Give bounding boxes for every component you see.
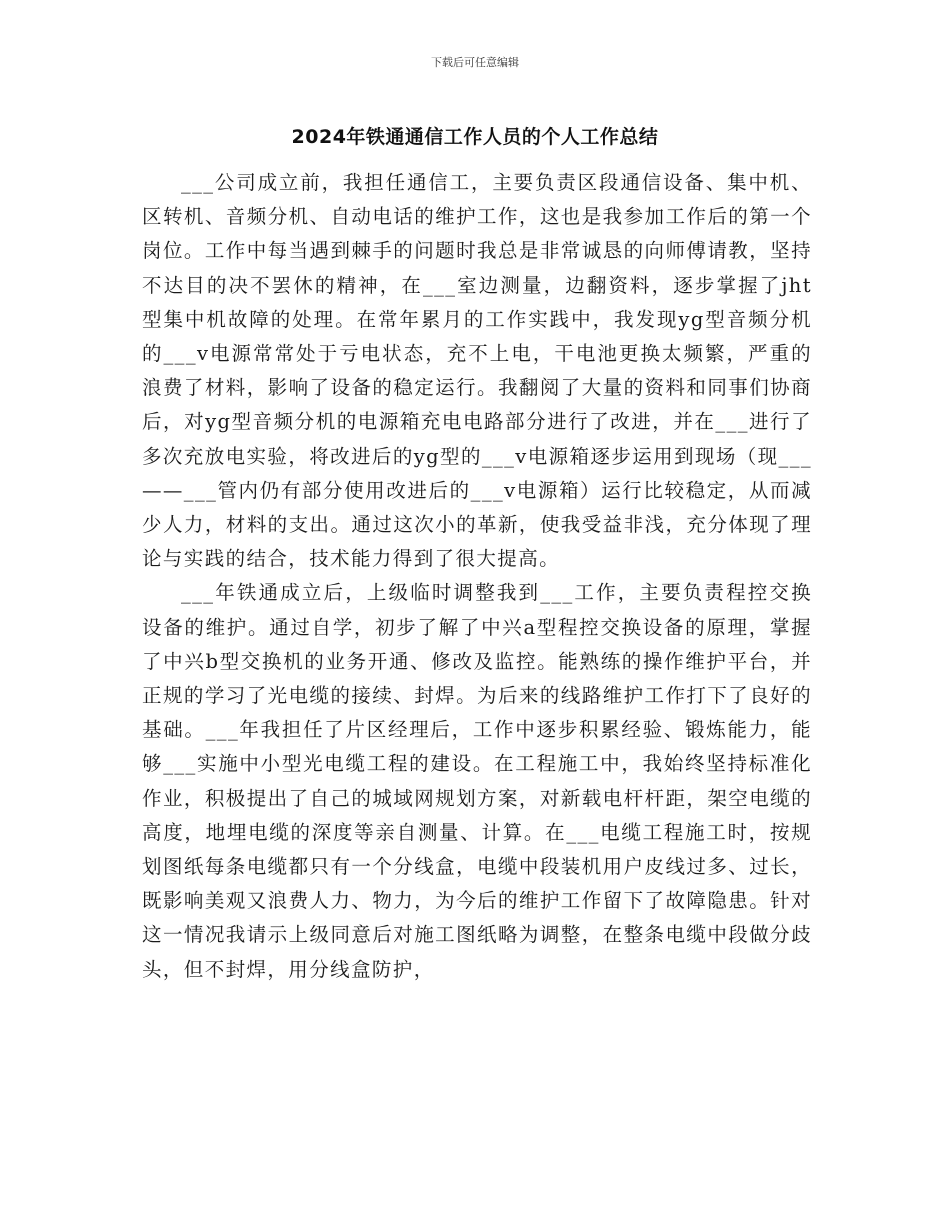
paragraph: ___年铁通成立后，上级临时调整我到___工作，主要负责程控交换设备的维护。通过自学，初步了解了中兴a型程控交换设备的原理，掌握了中兴b型交换机的业务开通、修改及监控。能熟练的操作维护平台，并正规的学习了光电缆的接续、封焊。为后来的线路维护工作打下了良好的基础。___年我担任了片区经理后，工作中逐步积累经验、锻炼能力，能够___实施中小型光电缆工程的建设。在工程施工中，我始终坚持标准化作业，积极提出了自己的城域网规划方案，对新载电杆杆距，架空电缆的高度，地埋电缆的深度等亲自测量、计算。在___电缆工程施工时，按规划图纸每条电缆都只有一个分线盒，电缆中段装机用户皮线过多、过长，既影响美观又浪费人力、物力，为今后的维护工作留下了故障隐患。针对这一情况我请示上级同意后对施工图纸略为调整，在整条电缆中段做分歧头，但不封焊，用分线盒防护，	[142, 581, 812, 981]
paragraph: ___公司成立前，我担任通信工，主要负责区段通信设备、集中机、区转机、音频分机、自动电话的维护工作，这也是我参加工作后的第一个岗位。工作中每当遇到棘手的问题时我总是非常诚恳的向师傅请教，坚持不达目的决不罢休的精神，在___室边测量，边翻资料，逐步掌握了jht型集中机故障的处理。在常年累月的工作实践中，我发现yg型音频分机的___v电源常常处于亏电状态，充不上电，干电池更换太频繁，严重的浪费了材料，影响了设备的稳定运行。我翻阅了大量的资料和同事们协商后，对yg型音频分机的电源箱充电电路部分进行了改进，并在___进行了多次充放电实验，将改进后的yg型的___v电源箱逐步运用到现场（现___——___管内仍有部分使用改进后的___v电源箱）运行比较稳定，从而减少人力，材料的支出。通过这次小的革新，使我受益非浅，充分体现了理论与实践的结合，技术能力得到了很大提高。	[142, 171, 812, 571]
document-body	[142, 166, 812, 987]
header-note: 下载后可任意编辑	[431, 56, 519, 69]
document-title: 2024年铁通通信工作人员的个人工作总结	[291, 126, 659, 148]
